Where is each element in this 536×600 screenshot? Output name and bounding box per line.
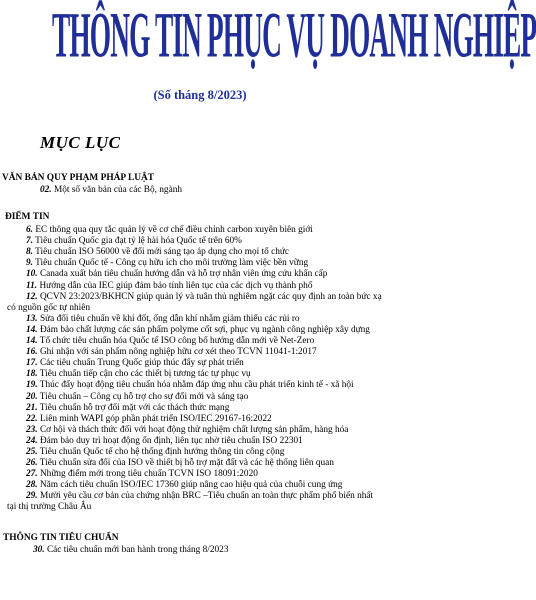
toc-entry-text: Đảm bảo chất lượng các sản phẩm polyme cốt sợi, phục vụ ngành công nghiệp xây dựng	[39, 324, 370, 335]
toc-title: MỤC LỤC	[40, 133, 121, 152]
toc-entry-number: 23.	[26, 424, 38, 435]
toc-entry-number: 9.	[26, 258, 33, 269]
toc-entry-text: Tiêu chuẩn ISO 56000 về đổi mới sáng tạo áp dụng cho mọi tổ chức	[35, 247, 290, 258]
toc-entry-text: Thúc đẩy hoạt động tiêu chuẩn hóa nhằm đáp ứng nhu cầu phát triển kinh tế - xã hội	[39, 380, 354, 391]
toc-entry-number: 10.	[26, 269, 38, 280]
toc-entry-text: Tổ chức tiêu chuẩn hóa Quốc tế ISO công bố hướng dẫn mới về Net-Zero	[39, 336, 315, 346]
toc-entry-text: Đảm bảo duy trì hoạt động ổn định, liên tục nhờ tiêu chuẩn ISO 22301	[39, 435, 303, 446]
toc-entry-number: 20.	[26, 391, 38, 402]
toc-entry-continuation: tại thị trường Châu Âu	[7, 502, 92, 513]
toc-entry-text: EC thông qua quy tắc quản lý về cơ chế điều chỉnh carbon xuyên biên giới	[35, 225, 313, 235]
toc-entry-text: Tiêu chuẩn – Công cụ hỗ trợ cho sự đổi mới và sáng tạo	[39, 391, 249, 402]
toc-entry-number: 18.	[26, 369, 38, 380]
section-heading-standards: THÔNG TIN TIÊU CHUẨN	[3, 533, 119, 543]
toc-entry-number: 30.	[33, 545, 45, 555]
toc-entry-number: 14.	[26, 324, 38, 335]
toc-entry[interactable]	[0, 425, 400, 436]
toc-entry[interactable]	[0, 281, 400, 292]
toc-entry-text: Tiêu chuẩn Quốc tế - Công cụ hữu ích cho môi trường làm việc bền vững	[35, 258, 309, 269]
toc-entry-text: Những điểm mới trong tiêu chuẩn TCVN ISO 18091:2020	[39, 469, 258, 480]
toc-entry-number: 24.	[26, 435, 38, 446]
toc-entry-number: 6.	[26, 225, 33, 235]
toc-entry-number: 17.	[26, 358, 38, 369]
toc-entry-number: 26.	[26, 458, 38, 469]
toc-entry[interactable]	[0, 480, 400, 491]
toc-entry[interactable]	[0, 358, 400, 369]
toc-entry[interactable]	[0, 447, 400, 458]
toc-entry[interactable]	[0, 347, 400, 358]
toc-entry-number: 19.	[26, 380, 38, 391]
toc-entry-text: Canada xuất bản tiêu chuẩn hướng dẫn và hỗ trợ nhân viên ứng cứu khẩn cấp	[39, 269, 328, 280]
toc-entry-number: 22.	[26, 413, 38, 424]
toc-entry-text: QCVN 23:2023/BKHCN giúp quản lý và tuân thủ nghiêm ngặt các quy định an toàn bức xạ	[39, 291, 382, 302]
toc-entry-number: 16.	[26, 347, 38, 358]
toc-entry-number: 11.	[26, 280, 38, 291]
toc-entry[interactable]	[0, 269, 400, 280]
toc-entry-number: 12.	[26, 291, 38, 302]
toc-entry[interactable]	[0, 380, 400, 391]
toc-entry-number: 25.	[26, 447, 38, 457]
toc-entry[interactable]	[0, 403, 400, 414]
toc-entry[interactable]	[0, 414, 400, 425]
toc-entry-text: Tiêu chuẩn Quốc gia đạt tỷ lệ hài hóa Quốc tế trên 60%	[35, 236, 242, 247]
toc-entry-text: Tiêu chuẩn hỗ trợ đối mặt với các thách thức mạng	[39, 402, 230, 413]
toc-entry-text: Tiêu chuẩn sửa đổi của ISO về thiết bị hỗ trợ mặt đất và các hệ thống liên quan	[39, 458, 334, 469]
toc-entry-text: Hướng dẫn của IEC giúp đảm bảo tính liên tục của các dịch vụ thành phố	[39, 280, 313, 291]
toc-entry[interactable]	[0, 225, 400, 236]
toc-entry[interactable]	[0, 491, 400, 513]
page-title: THÔNG TIN PHỤC VỤ DOANH NGHIỆP	[52, 0, 536, 72]
toc-entry[interactable]	[0, 458, 400, 469]
toc-entry-number: 13.	[26, 313, 38, 324]
toc-entry-number: 7.	[26, 236, 33, 247]
toc-entry-number: 29.	[26, 491, 38, 502]
toc-entry-text: Năm cách tiêu chuẩn ISO/IEC 17360 giúp nâng cao hiệu quả của chuỗi cung ứng	[39, 480, 343, 491]
toc-entry[interactable]	[0, 236, 400, 247]
toc-entry-text: Một số văn bản của các Bộ, ngành	[53, 185, 183, 195]
toc-entry[interactable]	[0, 258, 400, 269]
toc-entry-text: Liên minh WAPI góp phần phát triển ISO/IEC 29167-16:2022	[39, 413, 272, 424]
toc-entry[interactable]	[0, 392, 400, 403]
toc-entry[interactable]	[0, 336, 400, 347]
toc-entry-text: Cơ hội và thách thức đối với hoạt động thử nghiệm chất lượng sản phẩm, hàng hóa	[39, 424, 349, 435]
toc-entry-number: 27.	[26, 469, 38, 480]
section-heading-legal: VĂN BẢN QUY PHẠM PHÁP LUẬT	[2, 173, 154, 183]
toc-entry[interactable]	[0, 369, 400, 380]
toc-entry[interactable]	[0, 292, 400, 314]
issue-label: (Số tháng 8/2023)	[153, 88, 247, 102]
toc-entry-number: 8.	[26, 247, 33, 258]
toc-entry[interactable]	[0, 436, 400, 447]
toc-entry-text: Ghi nhận với sản phẩm nông nghiệp hữu cơ xét theo TCVN 11041-1:2017	[39, 347, 317, 358]
toc-entry-text: Các tiêu chuẩn mới ban hành trong tháng 8/2023	[46, 545, 229, 555]
toc-entry[interactable]	[0, 185, 400, 196]
toc-entry-text: Tiêu chuẩn tiếp cận cho các thiết bị tương tác tự phục vụ	[39, 369, 251, 380]
toc-entry[interactable]	[0, 469, 400, 480]
toc-entry-text: Tiêu chuẩn Quốc tế cho hệ thống định hướng thông tin công cộng	[39, 447, 285, 457]
toc-entry[interactable]	[0, 325, 400, 336]
toc-entry-text: Các tiêu chuẩn Trung Quốc giúp thúc đẩy sự phát triển	[39, 358, 244, 369]
toc-entry-number: 28.	[26, 480, 38, 491]
toc-entry-number: 21.	[26, 402, 38, 413]
toc-entry[interactable]	[0, 545, 400, 556]
toc-entry[interactable]	[0, 247, 400, 258]
toc-entry-text: Mười yêu cầu cơ bản của chứng nhận BRC –Tiêu chuẩn an toàn thực phẩm phổ biến nhất	[39, 491, 374, 502]
toc-entry-number: 02.	[40, 185, 52, 195]
toc-entry-continuation: có nguồn gốc tự nhiên	[7, 302, 91, 313]
toc-entry-text: Sửa đổi tiêu chuẩn về khí đốt, ống dẫn khí nhằm giảm thiểu các rủi ro	[39, 313, 300, 324]
toc-entry[interactable]	[0, 314, 400, 325]
section-heading-news: ĐIỂM TIN	[5, 212, 50, 222]
toc-entry-number: 14.	[26, 336, 38, 346]
